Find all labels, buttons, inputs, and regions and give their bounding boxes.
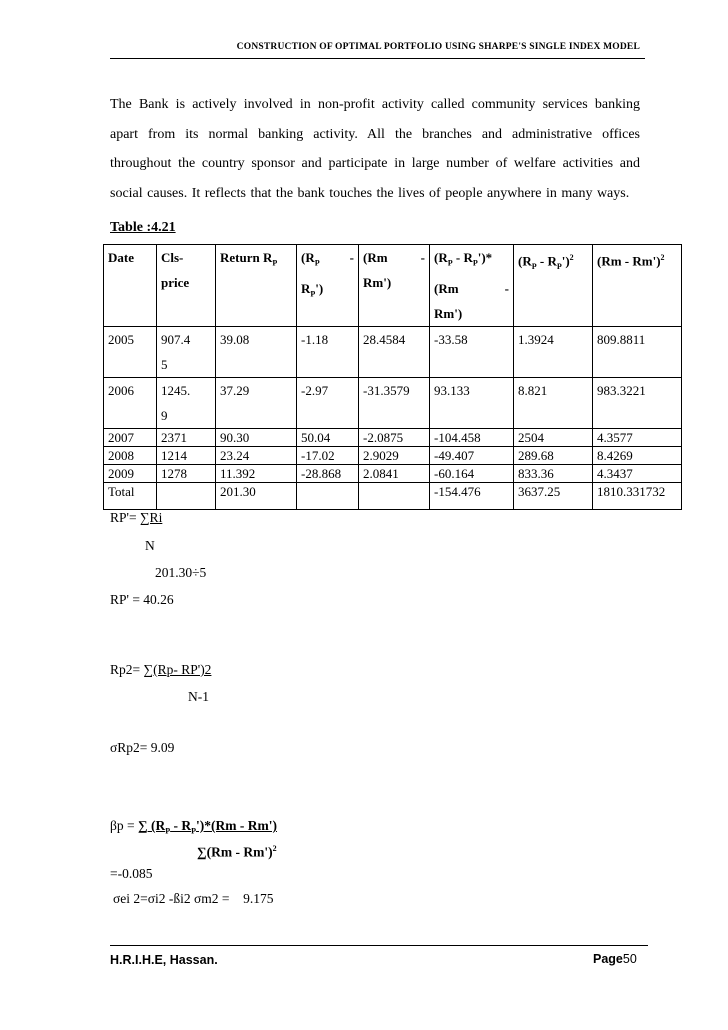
rp-mean-formula: RP'= ∑Ri (110, 510, 163, 525)
cell-rm-squared: 4.3577 (593, 428, 682, 446)
rp-mean-denominator: N (145, 538, 155, 553)
header-cls-price: Cls- price (157, 245, 216, 327)
table-row (104, 428, 682, 446)
cell-cls-price: 907.4 5 (157, 326, 216, 377)
cell-product: -60.164 (430, 464, 514, 482)
cell-empty (359, 482, 430, 509)
table-row (104, 464, 682, 482)
cell-rm-dev: -31.3579 (359, 377, 430, 428)
cell-return: 90.30 (216, 428, 297, 446)
cell-return: 39.08 (216, 326, 297, 377)
table-total-row (104, 482, 682, 509)
cell-rm-squared: 8.4269 (593, 446, 682, 464)
table-row (104, 446, 682, 464)
cell-date: 2006 (104, 377, 157, 428)
beta-denominator: ∑(Rm - Rm')$^2$ (197, 844, 277, 860)
cell-rp-squared: 8.821 (514, 377, 593, 428)
header-rm-dev: (Rm - Rm') (359, 245, 430, 327)
portfolio-table (103, 244, 682, 510)
beta-result: =-0.085 (110, 866, 153, 881)
rp-mean-calculation: 201.30÷5 (155, 565, 207, 580)
cell-rp-dev: -2.97 (297, 377, 359, 428)
cell-rm-dev: 2.9029 (359, 446, 430, 464)
sigma-result: σRp2= 9.09 (110, 740, 175, 755)
cell-product: -33.58 (430, 326, 514, 377)
cell-product: -104.458 (430, 428, 514, 446)
cell-empty (297, 482, 359, 509)
cell-date: 2007 (104, 428, 157, 446)
cell-rm-squared: 983.3221 (593, 377, 682, 428)
cell-rp-squared: 289.68 (514, 446, 593, 464)
variance-formula: Rp2= ∑(Rp- RP')2 (110, 662, 212, 677)
cell-rp-squared: 2504 (514, 428, 593, 446)
footer-rule (110, 945, 648, 946)
cell-rm-dev: 2.0841 (359, 464, 430, 482)
cell-rm-dev: -2.0875 (359, 428, 430, 446)
header-rp-dev: ($R_P$ - $R_P'$) (297, 245, 359, 327)
cell-return: 23.24 (216, 446, 297, 464)
variance-denominator: N-1 (188, 689, 209, 704)
cell-rp-dev: -28.868 (297, 464, 359, 482)
cell-return: 201.30 (216, 482, 297, 509)
cell-rp-dev: 50.04 (297, 428, 359, 446)
header-return: Return $R_P$ (216, 245, 297, 327)
rp-mean-result: RP' = 40.26 (110, 592, 174, 607)
cell-rm-squared: 4.3437 (593, 464, 682, 482)
cell-rm-dev: 28.4584 (359, 326, 430, 377)
cell-empty (157, 482, 216, 509)
cell-date: 2005 (104, 326, 157, 377)
cell-cls-price: 2371 (157, 428, 216, 446)
cell-product: -49.407 (430, 446, 514, 464)
cell-rm-squared: 809.8811 (593, 326, 682, 377)
running-header: CONSTRUCTION OF OPTIMAL PORTFOLIO USING SHARPE'S SINGLE INDEX MODEL (236, 42, 640, 52)
table-row (104, 377, 682, 428)
cell-rp-dev: -17.02 (297, 446, 359, 464)
cell-total-label: Total (104, 482, 157, 509)
cell-date: 2009 (104, 464, 157, 482)
header-rm-squared: (Rm - Rm')$^2$ (593, 245, 682, 327)
header-rp-squared: $(R_P - R_P')^2$ (514, 245, 593, 327)
cell-return: 11.392 (216, 464, 297, 482)
table-header-row (104, 245, 682, 327)
cell-rp-squared: 833.36 (514, 464, 593, 482)
cell-cls-price: 1214 (157, 446, 216, 464)
cell-rp-squared: 1.3924 (514, 326, 593, 377)
cell-rp-squared: 3637.25 (514, 482, 593, 509)
cell-product: -154.476 (430, 482, 514, 509)
beta-formula: βp = ∑ $(R_P - R_P')*(Rm - Rm')$ (110, 818, 277, 836)
header-rule (110, 58, 645, 59)
header-date: Date (104, 245, 157, 327)
cell-date: 2008 (104, 446, 157, 464)
cell-cls-price: 1278 (157, 464, 216, 482)
table-caption: Table :4.21 (110, 220, 176, 235)
cell-cls-price: 1245. 9 (157, 377, 216, 428)
table-row (104, 326, 682, 377)
cell-product: 93.133 (430, 377, 514, 428)
footer-institution: H.R.I.H.E, Hassan. (110, 953, 218, 967)
page-number: Page50 (593, 952, 637, 966)
header-product: $(R_P - R_P')*$ (Rm - Rm') (430, 245, 514, 327)
body-paragraph: The Bank is actively involved in non-profit activity called community services banking apart from its normal banking activity. All the branches and administrative offices throughout the country sponsor and participate in large number of welfare activities and social causes. It reflects that the bank touches the lives of people anywhere in many ways. (110, 97, 640, 201)
error-variance: σei 2=σi2 -ßi2 σm2 = 9.175 (113, 891, 274, 906)
cell-rp-dev: -1.18 (297, 326, 359, 377)
cell-rm-squared: 1810.331732 (593, 482, 682, 509)
cell-return: 37.29 (216, 377, 297, 428)
